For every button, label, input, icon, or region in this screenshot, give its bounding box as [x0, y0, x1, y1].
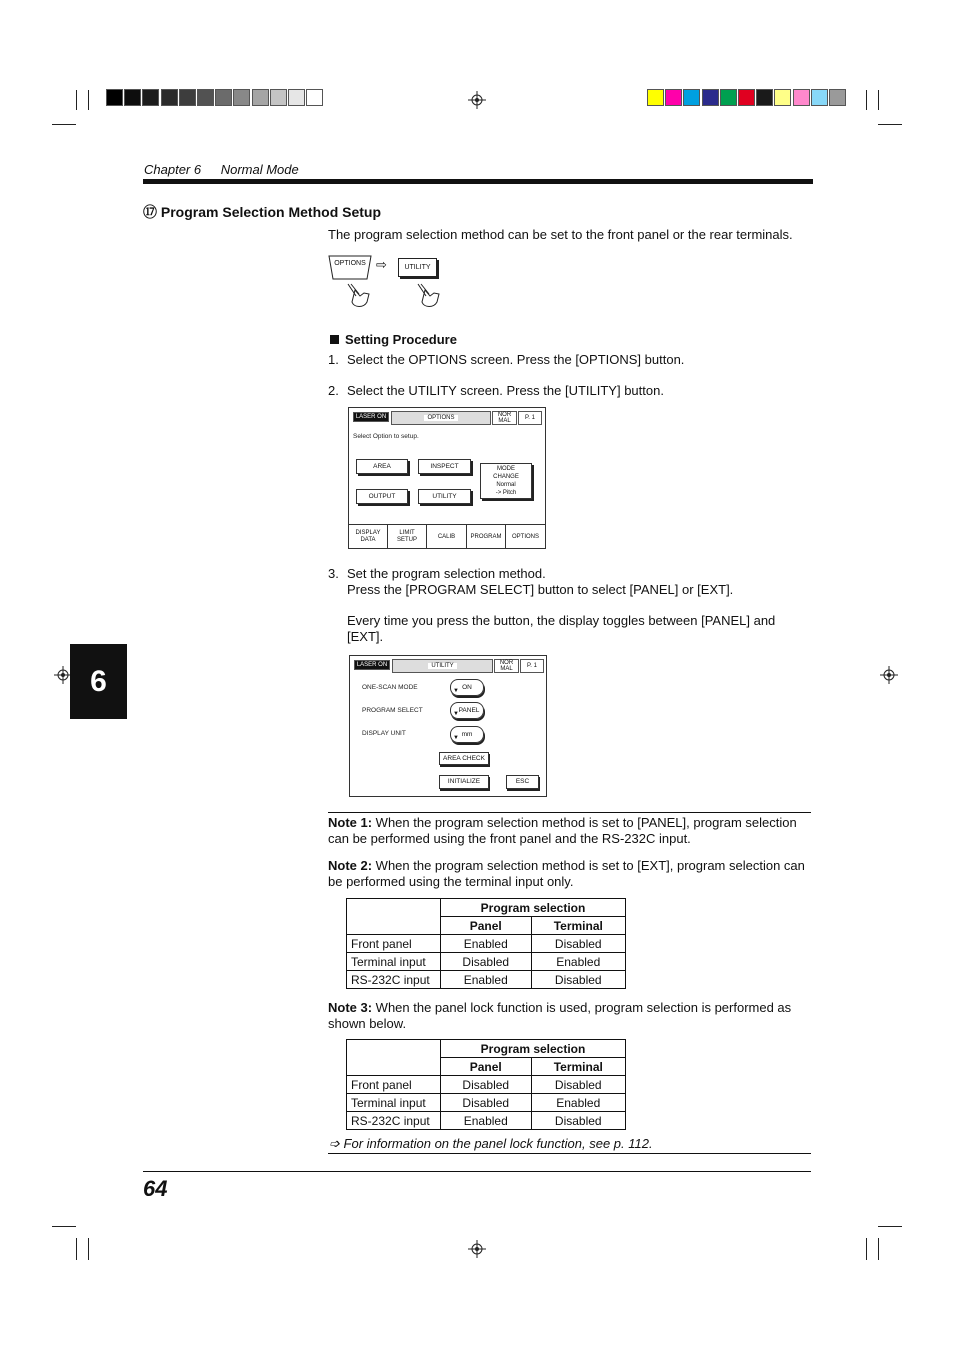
table-cell: Front panel — [347, 1076, 441, 1094]
notes-rule — [328, 812, 811, 813]
footer-rule — [143, 1171, 811, 1172]
step-text: Select the OPTIONS screen. Press the [OPTIONS] button. — [347, 352, 685, 367]
laser-status-badge: LASER ON — [353, 412, 389, 422]
color-swatch — [774, 89, 791, 106]
section-number: ⑰ — [143, 204, 157, 220]
gray-swatch — [106, 89, 123, 106]
table-row — [347, 971, 626, 989]
note-label: Note 3: — [328, 1000, 373, 1015]
step-2 — [328, 383, 664, 399]
table-cell: Enabled — [441, 971, 532, 989]
mode-indicator — [494, 659, 519, 673]
program-selection-table — [346, 898, 626, 989]
color-swatch — [811, 89, 828, 106]
procedure-heading-text: Setting Procedure — [345, 332, 457, 347]
table-cell: Enabled — [531, 953, 625, 971]
registration-mark-icon — [468, 1240, 486, 1258]
step-1 — [328, 352, 685, 368]
triangle-down-icon: ▼ — [453, 688, 459, 694]
note-text: shown below. — [328, 1016, 407, 1031]
reference-rule — [328, 1153, 811, 1154]
table-cell: Disabled — [531, 1112, 625, 1130]
crop-mark — [878, 1226, 902, 1227]
crop-mark — [878, 90, 879, 110]
gray-swatch — [142, 89, 159, 106]
tab-label: OPTIONS — [511, 533, 539, 540]
section-title — [143, 202, 381, 222]
crop-mark — [88, 90, 89, 110]
table-cell: Terminal input — [347, 1094, 441, 1112]
table-row — [347, 1076, 626, 1094]
crop-mark — [866, 1238, 867, 1260]
table-cell: Front panel — [347, 935, 441, 953]
screen-title-bar — [391, 411, 491, 425]
note-text: be performed using the terminal input only. — [328, 874, 574, 889]
crop-mark — [88, 1238, 89, 1260]
crop-mark — [878, 124, 902, 125]
options-screen — [348, 407, 546, 549]
table-corner — [347, 899, 441, 935]
table-cell: Terminal input — [347, 953, 441, 971]
header-rule — [143, 179, 813, 184]
utility-button-label: UTILITY — [404, 264, 431, 271]
toggle-value: PANEL — [458, 707, 480, 714]
crop-mark — [878, 1238, 879, 1260]
mode-indicator — [492, 411, 517, 425]
pointing-hand-icon — [342, 282, 372, 310]
options-button[interactable] — [328, 255, 372, 279]
page-indicator: P. 1 — [518, 411, 542, 425]
mode-line: MAL — [498, 418, 511, 424]
step-number: 2. — [328, 383, 339, 398]
mode-line: NOR — [497, 412, 512, 418]
tab-options[interactable] — [505, 525, 545, 549]
note-2 — [328, 858, 818, 890]
tab-label: PROGRAM — [470, 533, 502, 540]
step-text: Press the [PROGRAM SELECT] button to select [PANEL] or [EXT]. — [347, 582, 734, 597]
note-text: When the program selection method is set to [EXT], program selection can — [372, 858, 805, 873]
table-row — [347, 1094, 626, 1112]
gray-swatch — [124, 89, 141, 106]
one-scan-mode-label: ONE-SCAN MODE — [362, 684, 418, 691]
gray-swatch — [252, 89, 269, 106]
color-swatch — [793, 89, 810, 106]
color-swatch — [647, 89, 664, 106]
mode-line: MAL — [500, 666, 513, 672]
mode-line: NOR — [499, 660, 514, 666]
utility-screen — [349, 655, 547, 797]
screen-prompt: Select Option to setup. — [353, 433, 419, 440]
mode-change-button[interactable] — [480, 463, 532, 499]
crop-mark — [76, 1238, 77, 1260]
triangle-down-icon: ▼ — [453, 735, 459, 741]
table-column-header: Panel — [441, 917, 532, 935]
note-label: Note 1: — [328, 815, 373, 830]
step-text: [EXT]. — [347, 629, 384, 644]
screen-tab-bar — [349, 524, 545, 549]
screen-title: UTILITY — [428, 663, 456, 669]
registration-mark-icon — [880, 666, 898, 684]
color-swatch — [720, 89, 737, 106]
tab-program[interactable] — [466, 525, 505, 549]
note-text: When the program selection method is set to [PANEL], program selection — [372, 815, 797, 830]
section-name: Normal Mode — [220, 162, 299, 177]
laser-status-badge: LASER ON — [354, 660, 390, 670]
chapter-label — [144, 162, 299, 178]
reference-arrow-icon: ➩ — [329, 1136, 340, 1151]
screen-title-bar — [392, 659, 493, 673]
table-corner — [347, 1040, 441, 1076]
gray-swatch — [161, 89, 178, 106]
chapter-name: Chapter 6 — [144, 162, 202, 177]
table-row — [347, 935, 626, 953]
gray-swatch — [197, 89, 214, 106]
area-button[interactable]: AREA — [356, 459, 408, 474]
step-3 — [328, 566, 808, 644]
tab-label: SETUP — [396, 537, 417, 543]
initialize-button[interactable]: INITIALIZE — [439, 775, 489, 789]
square-bullet-icon — [330, 335, 339, 344]
table-cell: Disabled — [531, 971, 625, 989]
chapter-tab: 6 — [70, 644, 127, 719]
table-cell: Enabled — [441, 1112, 532, 1130]
page-indicator: P. 1 — [520, 659, 544, 673]
gray-swatch — [270, 89, 287, 106]
toggle-value: mm — [461, 731, 473, 738]
table-column-header: Panel — [441, 1058, 532, 1076]
color-swatch — [756, 89, 773, 106]
table-cell: Disabled — [531, 1076, 625, 1094]
crop-mark — [52, 124, 76, 125]
table-group-header: Program selection — [441, 899, 626, 917]
tab-display-data[interactable] — [349, 525, 387, 549]
panel-lock-table — [346, 1039, 626, 1130]
step-text: Select the UTILITY screen. Press the [UTILITY] button. — [347, 383, 664, 398]
crop-mark — [52, 1226, 76, 1227]
color-swatch — [683, 89, 700, 106]
gray-swatch — [306, 89, 323, 106]
table-cell: Disabled — [441, 1076, 532, 1094]
crop-mark — [866, 90, 867, 110]
step-number: 1. — [328, 352, 339, 367]
table-cell: Disabled — [441, 953, 532, 971]
tab-shape-icon — [328, 255, 372, 281]
program-select-label: PROGRAM SELECT — [362, 707, 423, 714]
gray-swatch — [233, 89, 250, 106]
program-select-toggle[interactable] — [450, 702, 484, 719]
arrow-right-icon: ⇨ — [376, 257, 387, 272]
gray-swatch — [215, 89, 232, 106]
color-swatch — [738, 89, 755, 106]
note-1 — [328, 815, 818, 847]
screen-title: OPTIONS — [424, 415, 457, 421]
pointing-hand-icon — [412, 282, 442, 310]
table-cell: Disabled — [441, 1094, 532, 1112]
tab-label: DISPLAY — [355, 530, 381, 536]
output-button[interactable]: OUTPUT — [356, 489, 408, 504]
utility-button[interactable] — [398, 258, 437, 277]
triangle-down-icon: ▼ — [453, 711, 459, 717]
reference-text: For information on the panel lock function, see p. 112. — [343, 1136, 653, 1151]
registration-mark-icon — [468, 91, 486, 109]
section-title-text: Program Selection Method Setup — [160, 204, 382, 220]
tab-limit-setup[interactable] — [387, 525, 426, 549]
tab-label: LIMIT — [399, 530, 415, 536]
reference-note — [329, 1136, 653, 1152]
crop-mark — [76, 90, 77, 110]
tab-label: DATA — [360, 537, 376, 543]
page-number: 64 — [143, 1176, 168, 1201]
table-row — [347, 1112, 626, 1130]
display-unit-toggle[interactable] — [450, 726, 484, 743]
step-number: 3. — [328, 566, 339, 581]
procedure-heading — [330, 332, 457, 348]
step-text: Set the program selection method. — [347, 566, 546, 581]
toggle-value: ON — [462, 684, 472, 691]
table-group-header: Program selection — [441, 1040, 626, 1058]
mode-change-line: CHANGE — [493, 474, 519, 480]
mode-change-line: MODE — [497, 466, 515, 472]
mode-change-line: Normal — [496, 482, 516, 488]
note-text: can be performed using the front panel and the RS-232C input. — [328, 831, 691, 846]
esc-button[interactable]: ESC — [506, 775, 539, 789]
table-column-header: Terminal — [531, 917, 625, 935]
step-text: Every time you press the button, the display toggles between [PANEL] and — [347, 613, 776, 628]
table-column-header: Terminal — [531, 1058, 625, 1076]
table-cell: Enabled — [531, 1094, 625, 1112]
note-text: When the panel lock function is used, program selection is performed as — [372, 1000, 792, 1015]
table-cell: Disabled — [531, 935, 625, 953]
table-cell: RS-232C input — [347, 971, 441, 989]
gray-swatch — [288, 89, 305, 106]
tab-label: CALIB — [437, 533, 456, 540]
color-swatch — [829, 89, 846, 106]
table-row — [347, 953, 626, 971]
options-button-label: OPTIONS — [334, 260, 366, 267]
color-swatch — [702, 89, 719, 106]
one-scan-mode-toggle[interactable] — [450, 679, 484, 696]
tab-calib[interactable] — [426, 525, 466, 549]
table-cell: RS-232C input — [347, 1112, 441, 1130]
utility-screen-button[interactable]: UTILITY — [418, 489, 471, 504]
note-label: Note 2: — [328, 858, 373, 873]
area-check-button[interactable]: AREA CHECK — [439, 752, 489, 765]
table-cell: Enabled — [441, 935, 532, 953]
mode-change-line: -> Pitch — [495, 490, 517, 496]
gray-swatch — [179, 89, 196, 106]
display-unit-label: DISPLAY UNIT — [362, 730, 406, 737]
inspect-button[interactable]: INSPECT — [418, 459, 471, 474]
note-3 — [328, 1000, 818, 1032]
color-swatch — [665, 89, 682, 106]
intro-text: The program selection method can be set to the front panel or the rear terminals. — [328, 227, 793, 242]
